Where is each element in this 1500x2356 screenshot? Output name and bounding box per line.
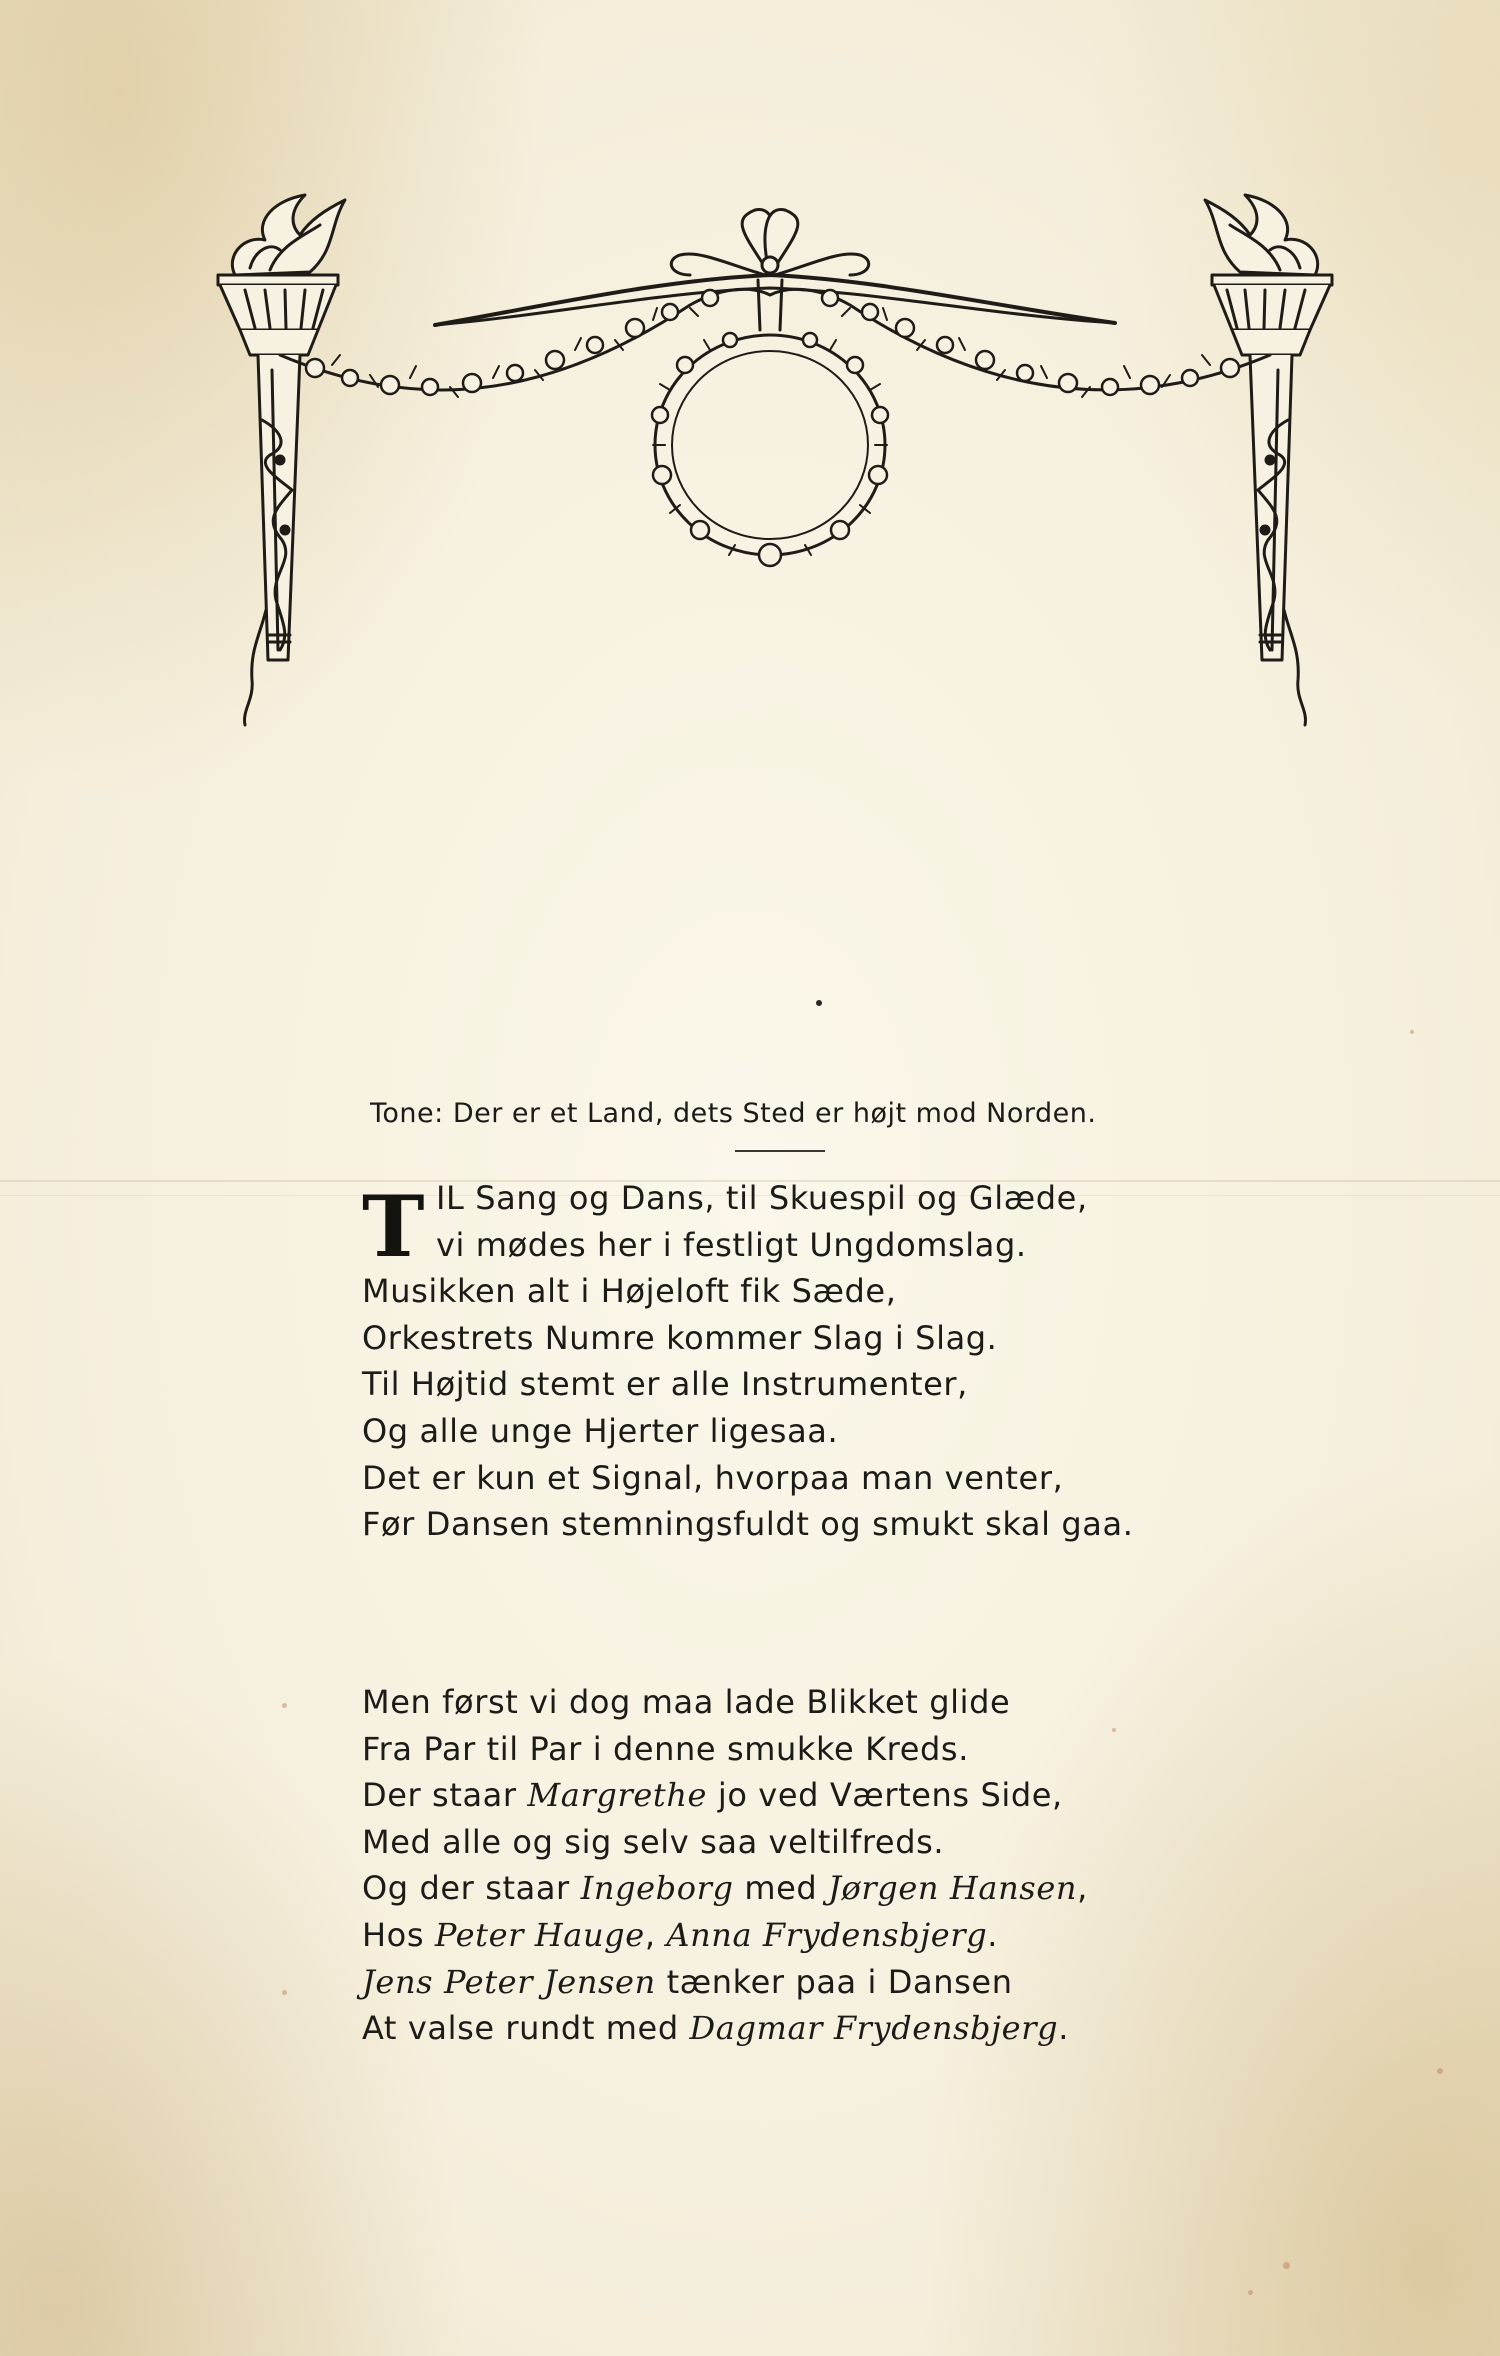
song-tune-note: Tone: Der er et Land, dets Sted er højt mod Norden.: [370, 1098, 1097, 1129]
verse-line: [362, 1912, 1262, 1959]
torches-garland-wreath-icon: [210, 180, 1340, 800]
foxing-spot: [1248, 2290, 1253, 2295]
foxing-spot: [1283, 2262, 1290, 2269]
verse-line: Men først vi dog maa lade Blikket glide: [362, 1683, 1011, 1721]
verse-text: .: [987, 1915, 999, 1954]
person-name: Anna Frydensbjerg: [666, 1915, 988, 1954]
verse-line: [362, 1865, 1262, 1912]
person-name: Jens Peter Jensen: [362, 1962, 656, 2001]
foxing-spot: [1437, 2068, 1443, 2074]
drop-cap-initial: T: [362, 1177, 426, 1276]
verse-line: Musikken alt i Højeloft fik Sæde,: [362, 1272, 897, 1311]
foxing-spot: [1410, 1030, 1414, 1034]
verse-text: ,: [1077, 1869, 1088, 1908]
stanza-2: [362, 1679, 1262, 2052]
verse-line: Før Dansen stemningsfuldt og smukt skal gaa.: [362, 1505, 1134, 1544]
verse-text: ,: [644, 1915, 667, 1954]
tone-divider: [735, 1150, 825, 1152]
verse-line: Med alle og sig selv saa veltilfreds.: [362, 1822, 945, 1861]
verse-line: Til Højtid stemt er alle Instrumenter,: [362, 1365, 968, 1404]
verse-text: jo ved Værtens Side,: [707, 1776, 1063, 1815]
person-name: Ingeborg: [580, 1869, 734, 1908]
verse-line: IL Sang og Dans, til Skuespil og Glæde,: [436, 1179, 1088, 1217]
verse-text: Hos: [362, 1915, 435, 1954]
verse-line: vi mødes her i festligt Ungdomslag.: [436, 1225, 1027, 1264]
verse-line: Orkestrets Numre kommer Slag i Slag.: [362, 1318, 998, 1357]
verse-text: Og der staar: [362, 1869, 581, 1908]
foxing-spot: [282, 1703, 287, 1708]
verse-line: [362, 2005, 1262, 2052]
stanza-1: [362, 1175, 1262, 1548]
verse-text: tænker paa i Dansen: [655, 1962, 1013, 2001]
person-name: Peter Hauge: [434, 1915, 645, 1954]
printer-dot: [816, 1000, 822, 1006]
verse-line: Det er kun et Signal, hvorpaa man venter,: [362, 1458, 1064, 1497]
person-name: Dagmar Frydensbjerg: [689, 2009, 1059, 2048]
verse-line: Fra Par til Par i denne smukke Kreds.: [362, 1729, 969, 1768]
verse-text: At valse rundt med: [362, 2009, 690, 2048]
verse-text: med: [733, 1869, 829, 1908]
verse-text: .: [1058, 2009, 1069, 2048]
foxing-spot: [282, 1990, 287, 1995]
person-name: Jørgen Hansen: [828, 1869, 1078, 1908]
verse-text: Der staar: [362, 1776, 528, 1815]
verse-line: [362, 1772, 1262, 1819]
verse-line: Og alle unge Hjerter ligesaa.: [362, 1411, 839, 1450]
person-name: Margrethe: [527, 1776, 708, 1815]
verse-line: [362, 1959, 1262, 2006]
